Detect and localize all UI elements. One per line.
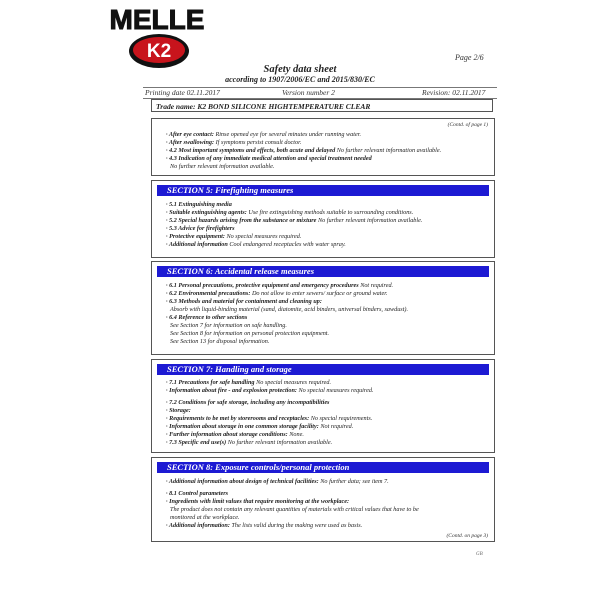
section5-lines [166,201,488,249]
language-code: GB [476,552,483,557]
section5-heading: SECTION 5: Firefighting measures [157,185,489,196]
text-line: · 7.3 Specific end use(s) No further relevant information available. [166,439,333,447]
text-line: · Further information about storage conditions: None. [166,431,304,439]
section4-continuation [151,118,495,176]
section8-lines [166,478,488,530]
text-line: · 4.2 Most important symptoms and effects, both acute and delayed No further relevant information available. [166,147,442,155]
svg-text:MELLE: MELLE [109,4,205,34]
section6-heading: SECTION 6: Accidental release measures [157,266,489,277]
text-line: · After eye contact: Rinse opened eye for several minutes under running water. [166,131,361,138]
text-line: See Section 7 for information on safe handling. [170,322,287,330]
section8-heading: SECTION 8: Exposure controls/personal protection [157,462,489,473]
page-number: Page 2/6 [455,53,484,62]
text-line: · 5.3 Advice for firefighters [166,225,235,233]
text-line: · Suitable extinguishing agents: Use fire extinguishing methods suitable to surrounding conditions. [166,209,414,217]
text-line: · Additional information: The lists valid during the making were used as basis. [166,522,363,530]
text-line: · Storage: [166,407,191,415]
section8-box [151,457,495,542]
text-line: · Information about storage in one common storage facility: Not required. [166,423,354,431]
document-subtitle: according to 1907/2006/EC and 2015/830/EC [225,75,375,84]
version-number: Version number 2 [282,88,335,97]
text-line: Absorb with liquid-binding material (sand, diatomite, acid binders, universal binders, sawdust). [170,306,409,314]
contd-from-page: (Contd. of page 1) [447,122,488,128]
document-title: Safety data sheet [263,64,337,75]
section7-box [151,359,495,453]
revision-date: Revision: 02.11.2017 [422,88,486,97]
text-line: · 6.2 Environmental precautions: Do not allow to enter sewers/ surface or ground water. [166,290,388,298]
text-line: · Protective equipment: No special measures required. [166,233,302,241]
melle-logo [107,4,207,34]
text-line: · 5.1 Extinguishing media [166,201,232,208]
section6-box [151,261,495,355]
printing-date: Printing date 02.11.2017 [145,88,220,97]
text-line: · 7.1 Precautions for safe handling No special measures required. [166,379,332,386]
text-line: · 6.1 Personal precautions, protective equipment and emergency procedures Not required. [166,282,394,289]
text-line: See Section 13 for disposal information. [170,338,270,346]
contd-on-page: (Contd. on page 3) [446,533,488,539]
section4-lines [166,131,488,171]
text-line: · Ingredients with limit values that require monitoring at the workplace: [166,498,350,506]
text-line: The product does not contain any relevant quantities of materials with critical values that have to be [170,506,419,514]
text-line: monitored at the workplace. [170,514,240,522]
section6-lines [166,282,488,346]
svg-text:K2: K2 [146,41,172,62]
text-line: · After swallowing: If symptoms persist consult doctor. [166,139,302,147]
section5-box [151,180,495,258]
text-line: No further relevant information available. [170,163,275,171]
trade-name: Trade name: K2 BOND SILICONE HIGHTEMPERATURE CLEAR [151,99,493,112]
section7-heading: SECTION 7: Handling and storage [157,364,489,375]
text-line: · 4.3 Indication of any immediate medical attention and special treatment needed [166,155,372,163]
text-line: · Additional information Cool endangered receptacles with water spray. [166,241,346,249]
text-line: · 6.4 Reference to other sections [166,314,248,322]
text-line: · Information about fire - and explosion protection: No special measures required. [166,387,374,395]
text-line: · 6.3 Methods and material for containment and cleaning up: [166,298,322,306]
text-line: · Additional information about design of technical facilities: No further data; see item 7. [166,478,389,485]
text-line: · 8.1 Control parameters [166,490,229,498]
text-line: · 7.2 Conditions for safe storage, including any incompatibilities [166,399,330,407]
section7-lines [166,379,488,447]
text-line: · Requirements to be met by storerooms and receptacles: No special requirements. [166,415,373,423]
text-line: · 5.2 Special hazards arising from the substance or mixture No further relevant information available. [166,217,423,225]
text-line: See Section 8 for information on personal protection equipment. [170,330,330,338]
